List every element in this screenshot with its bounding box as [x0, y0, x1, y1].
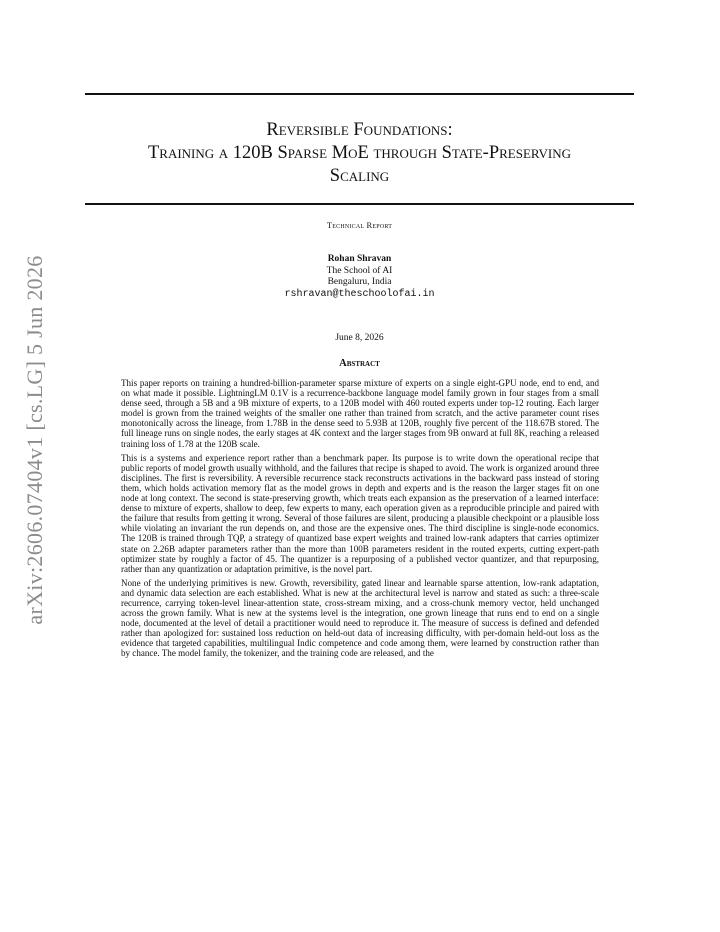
arxiv-identifier-stamp: arXiv:2606.07404v1 [cs.LG] 5 Jun 2026	[22, 255, 47, 625]
author-block	[85, 254, 634, 300]
abstract-heading: Abstract	[339, 358, 380, 369]
author-affiliation: The School of AI	[326, 265, 393, 276]
author-location: Bengaluru, India	[327, 277, 392, 287]
abstract-body	[121, 378, 599, 659]
title-top-rule	[85, 93, 634, 95]
paper-page	[85, 93, 634, 663]
abstract-paragraph: This is a systems and experience report rather than a benchmark paper. Its purpose is to write down the operational recipe that public reports of model growth usually withhold, and the failures that recipe is shaped to avoid. The work is organized around three disciplines. The first is reversibility. A reversible recurrence stack reconstructs activations in the backward pass instead of storing them, which holds activation memory flat as the model grows in depth and experts and is the reason the larger stages fit on one node at long context. The second is state-preserving growth, which treats each expansion as the preservation of a learned interface: dense to mixture of experts, shallow to deep, few experts to many, each operation given as a reproducible principle and paired with the failure that results from getting it wrong. Several of those failures are silent, producing a plausible checkpoint or a plausible loss while violating an invariant the run depends on, and those are the expensive ones. The third discipline is single-node economics. The 120B is trained through TQP, a strategy of quantized base expert weights and trained low-rank adapters that carries optimizer state on 2.26B adapter parameters rather than the more than 100B parameters resident in the routed experts, cutting expert-path optimizer state by roughly a factor of 45. The quantizer is a repurposing of a published vector quantizer, and that repurposing, rather than any quantization or adaptation primitive, is the novel part.	[121, 452, 599, 574]
author-name: Rohan Shravan	[327, 254, 392, 264]
title-line: Training a 120B Sparse MoE through State-Preserving	[147, 143, 572, 163]
abstract-paragraph: This paper reports on training a hundred-billion-parameter sparse mixture of experts on a single eight-GPU node, end to end, and on what made it possible. LightningLM 0.1V is a recurrence-backbone language model family grown in four stages from a small dense seed, through a 5B and a 9B mixture of experts, to a 120B model with 460 routed experts under top-12 routing. Each larger model is grown from the trained weights of the smaller one rather than trained from scratch, and the active parameter count rises monotonically across the lineage, from 1.78B in the dense seed to 5.93B at 120B, roughly five percent of the 118.67B stored. The full lineage runs on single nodes, the early stages at 4K context and the larger stages from 9B onward at full 8K, reaching a released training loss of 1.78 at the 120B scale.	[121, 378, 599, 449]
title-line: Reversible Foundations:	[266, 120, 453, 140]
report-type: Technical Report	[326, 220, 393, 230]
author-email: rshravan@theschoolofai.in	[284, 288, 435, 300]
abstract-paragraph: None of the underlying primitives is new. Growth, reversibility, gated linear and learnable sparse attention, low-rank adaptation, and dynamic data selection are each established. What is new at the architectural level is narrow and stated as such: a three-scale recurrence, carrying token-level linear-attention state, cross-stream mixing, and a cross-chunk memory vector, held unchanged across the grown family. What is new at the systems level is the integration, one grown lineage that runs end to end on a single node, documented at the level of detail a practitioner would need to reproduce it. The measure of success is defined and defended rather than apologized for: sustained loss reduction on held-out data of increasing difficulty, with per-domain held-out loss as the evidence that targeted capabilities, multilingual Indic competence and code among them, were learned by construction rather than by chance. The model family, the tokenizer, and the training code are released, and the	[121, 577, 599, 659]
title-bottom-rule	[85, 203, 634, 205]
publication-date: June 8, 2026	[335, 333, 384, 343]
title-line: Scaling	[329, 166, 390, 186]
paper-title	[85, 119, 634, 188]
